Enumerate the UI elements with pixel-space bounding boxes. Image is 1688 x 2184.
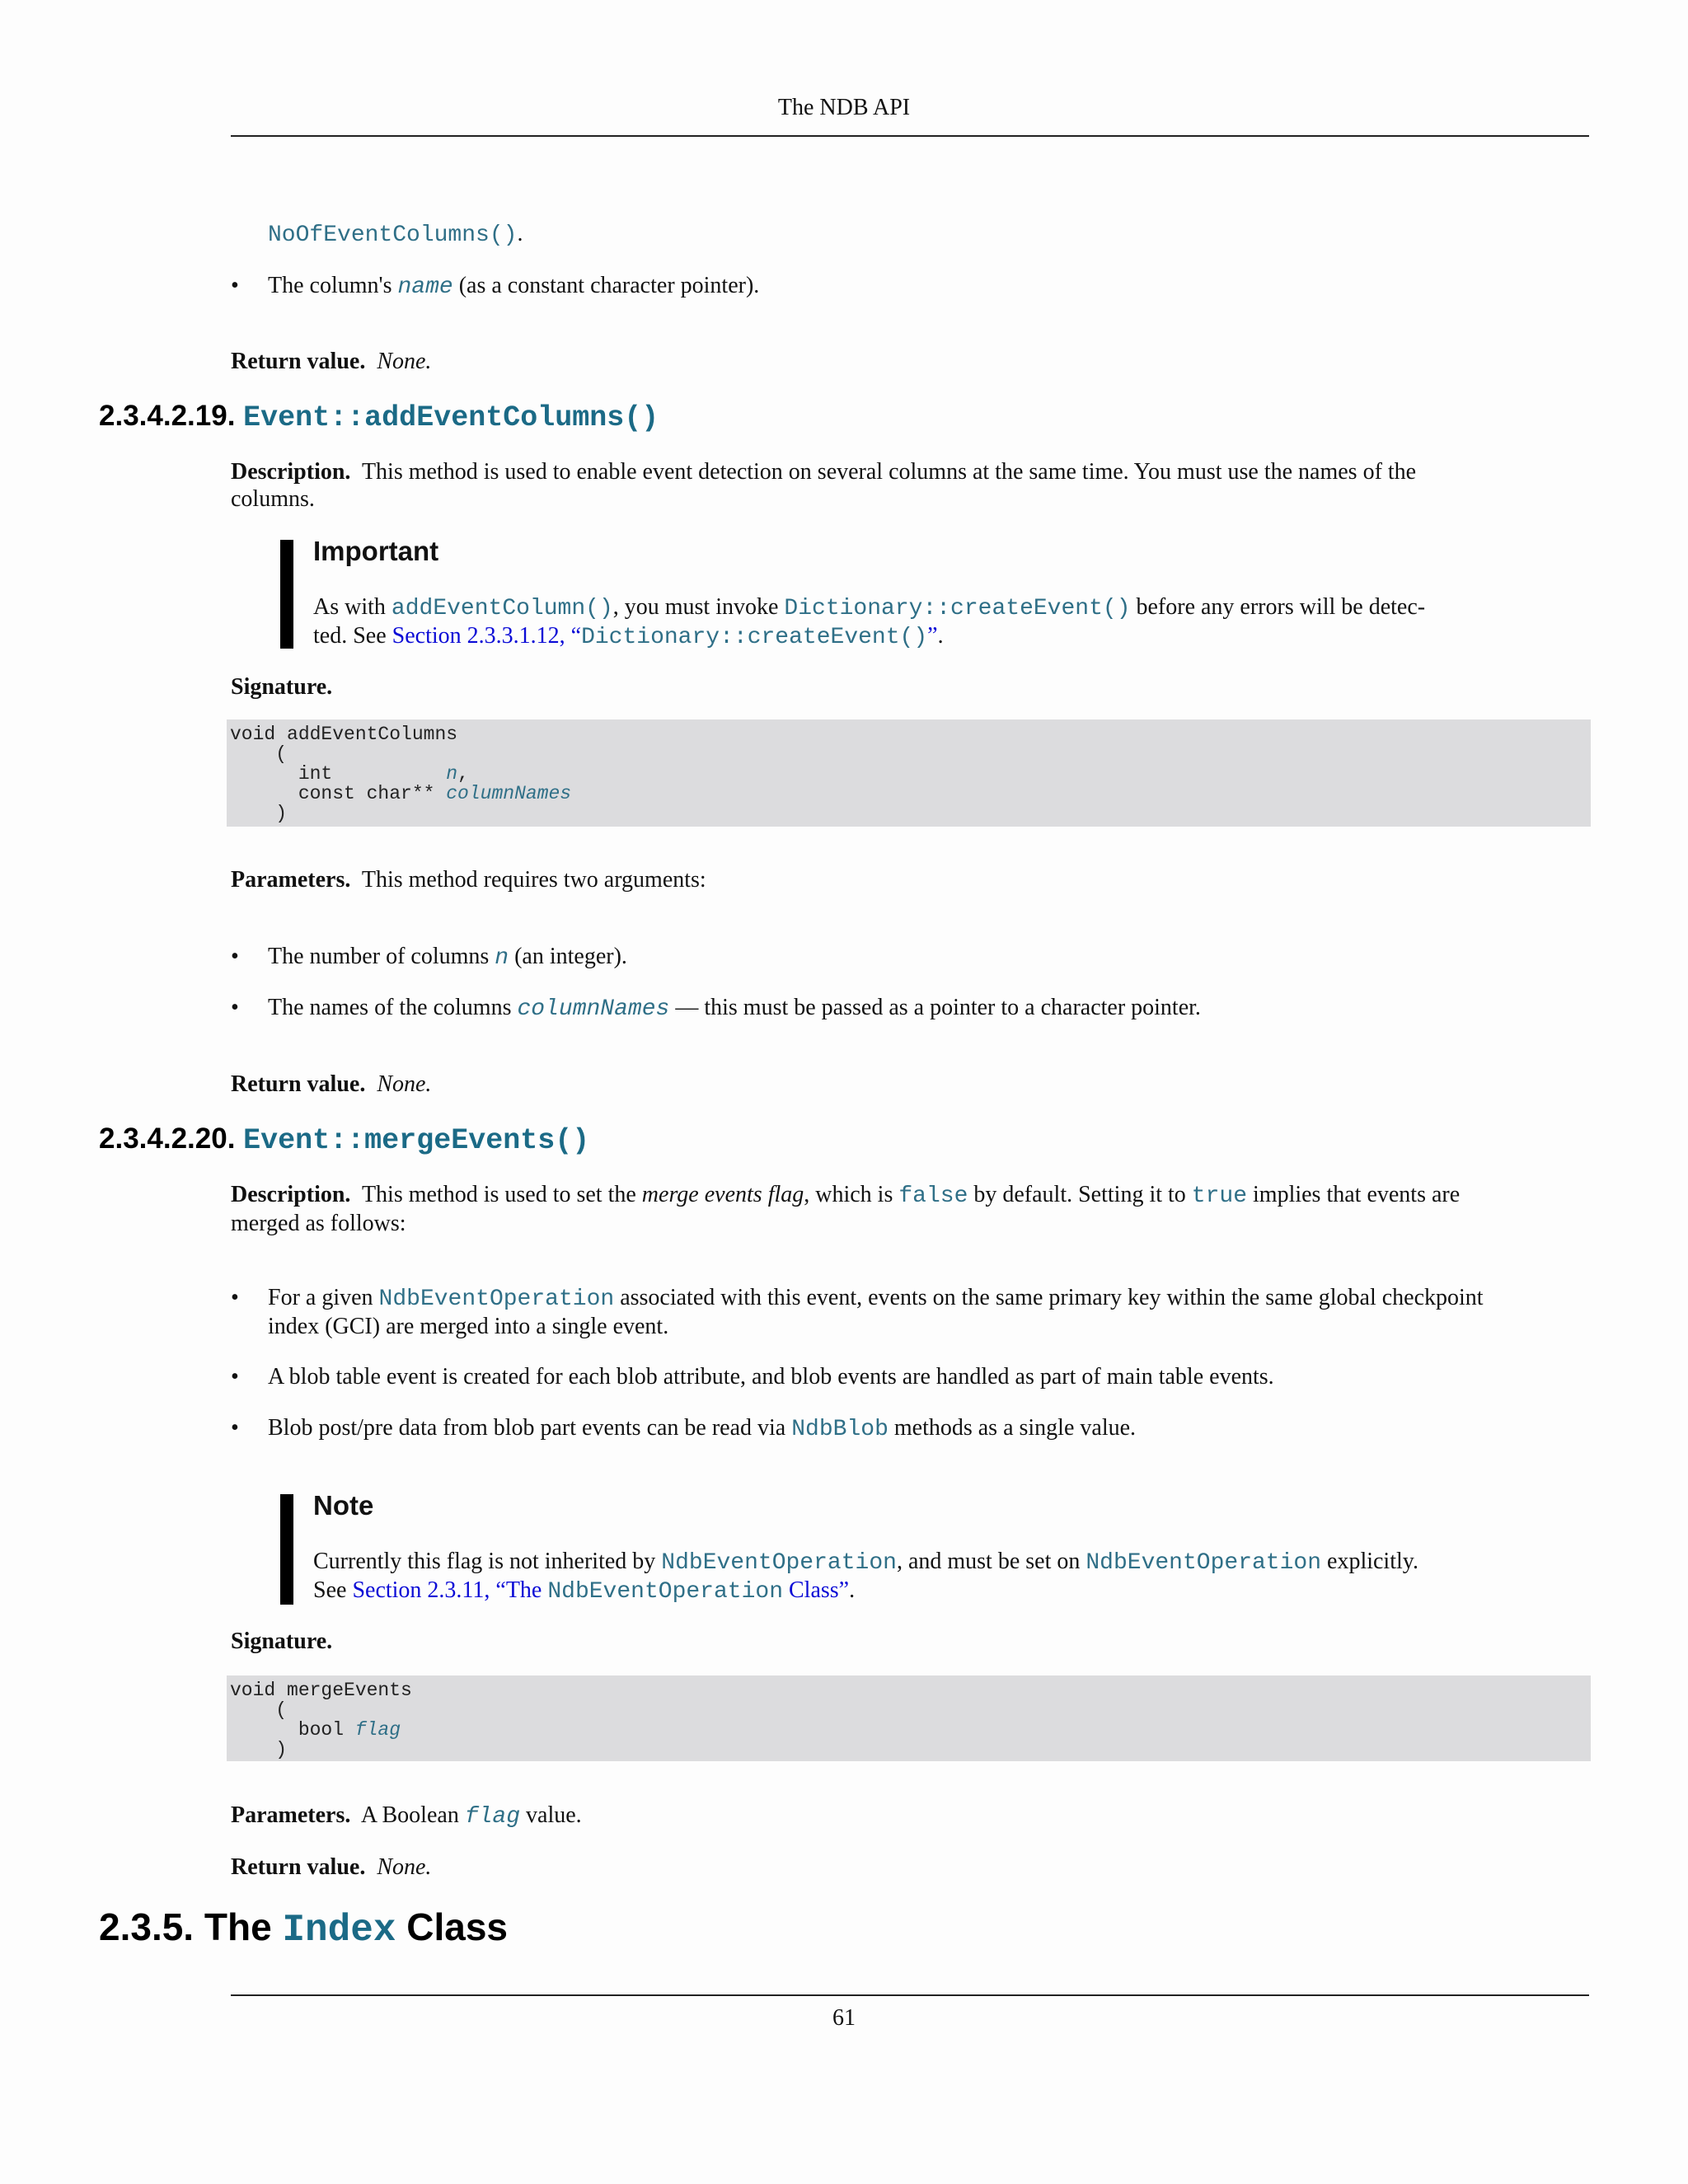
important-bar bbox=[280, 540, 293, 649]
list-item: For a given NdbEventOperation associated with this event, events on the same primary key within the same global checkpoint index (GCI) are merged into a single event. bbox=[268, 1285, 1484, 1339]
code-ref[interactable]: NdbBlob bbox=[791, 1417, 889, 1442]
chapter-title-code: Index bbox=[282, 1909, 396, 1952]
section-link[interactable]: Section 2.3.3.1.12, “Dictionary::createEvent()” bbox=[392, 623, 938, 650]
code-ref[interactable]: NdbEventOperation bbox=[661, 1550, 897, 1576]
important-title: Important bbox=[313, 536, 439, 566]
list-item: Blob post/pre data from blob part events can be read via NdbBlob methods as a single value. bbox=[268, 1415, 1137, 1442]
description: Description. This method is used to set the merge events flag, which is false by default. Setting it to true implies that events are merged as follows: bbox=[231, 1182, 1461, 1236]
bullet-marker: • bbox=[231, 273, 239, 298]
list-item: The column's name (as a constant character pointer). bbox=[268, 273, 760, 300]
bullet-marker: • bbox=[231, 995, 239, 1020]
section-title-code: Event::addEventColumns() bbox=[243, 401, 659, 434]
bullet-marker: • bbox=[231, 944, 239, 969]
code-ref[interactable]: Dictionary::createEvent() bbox=[784, 596, 1131, 621]
note-body: Currently this flag is not inherited by NdbEventOperation, and must be set on NdbEventOperation explicitly. See Section 2.3.11, “The NdbEventOperation Class”. bbox=[313, 1549, 1418, 1605]
section-title-code: Event::mergeEvents() bbox=[243, 1124, 590, 1157]
footer-rule bbox=[231, 1994, 1589, 1996]
code-ref[interactable]: addEventColumn() bbox=[391, 596, 613, 621]
code-ref[interactable]: NoOfEventColumns() bbox=[268, 223, 518, 248]
code-ref[interactable]: NdbEventOperation bbox=[378, 1286, 615, 1312]
description: Description. This method is used to enable event detection on several columns at the same time. You must use the names of the columns. bbox=[231, 459, 1417, 512]
return-value: Return value. None. bbox=[231, 349, 432, 374]
parameters: Parameters. This method requires two arguments: bbox=[231, 867, 706, 893]
bullet-marker: • bbox=[231, 1285, 239, 1310]
page-header bbox=[0, 94, 1688, 121]
list-item: A blob table event is created for each blob attribute, and blob events are handled as part of main table events. bbox=[268, 1364, 1274, 1390]
bullet-marker: • bbox=[231, 1415, 239, 1441]
code-block: void mergeEvents ( bool flag ) bbox=[227, 1675, 1591, 1761]
chapter-heading: 2.3.5. The Index Class bbox=[99, 1905, 508, 1952]
section-link[interactable]: Section 2.3.11, “The NdbEventOperation Class” bbox=[352, 1577, 850, 1605]
parameters: Parameters. A Boolean flag value. bbox=[231, 1802, 582, 1830]
return-value: Return value. None. bbox=[231, 1071, 432, 1097]
note-bar bbox=[280, 1494, 293, 1605]
note-title: Note bbox=[313, 1490, 374, 1521]
return-value: Return value. None. bbox=[231, 1854, 432, 1880]
section-heading: 2.3.4.2.19. Event::addEventColumns() bbox=[99, 400, 659, 434]
important-body: As with addEventColumn(), you must invoke Dictionary::createEvent() before any errors will be detec- ted. See Section 2.3.3.1.12, “Dictionary::createEvent()”. bbox=[313, 594, 1426, 650]
list-item: The names of the columns columnNames — this must be passed as a pointer to a character pointer. bbox=[268, 995, 1201, 1022]
header-title: The NDB API bbox=[777, 95, 911, 120]
section-heading: 2.3.4.2.20. Event::mergeEvents() bbox=[99, 1122, 590, 1157]
code-ref[interactable]: NdbEventOperation bbox=[1085, 1550, 1322, 1576]
signature-label: Signature. bbox=[231, 674, 333, 700]
header-rule bbox=[231, 135, 1589, 137]
list-item: The number of columns n (an integer). bbox=[268, 944, 627, 971]
continued-text: NoOfEventColumns(). bbox=[268, 221, 523, 248]
code-block: void addEventColumns ( int n, const char** columnNames ) bbox=[227, 719, 1591, 827]
bullet-marker: • bbox=[231, 1364, 239, 1390]
signature-label: Signature. bbox=[231, 1629, 333, 1654]
page-number: 61 bbox=[832, 2005, 856, 2031]
param-ref: name bbox=[397, 274, 453, 300]
